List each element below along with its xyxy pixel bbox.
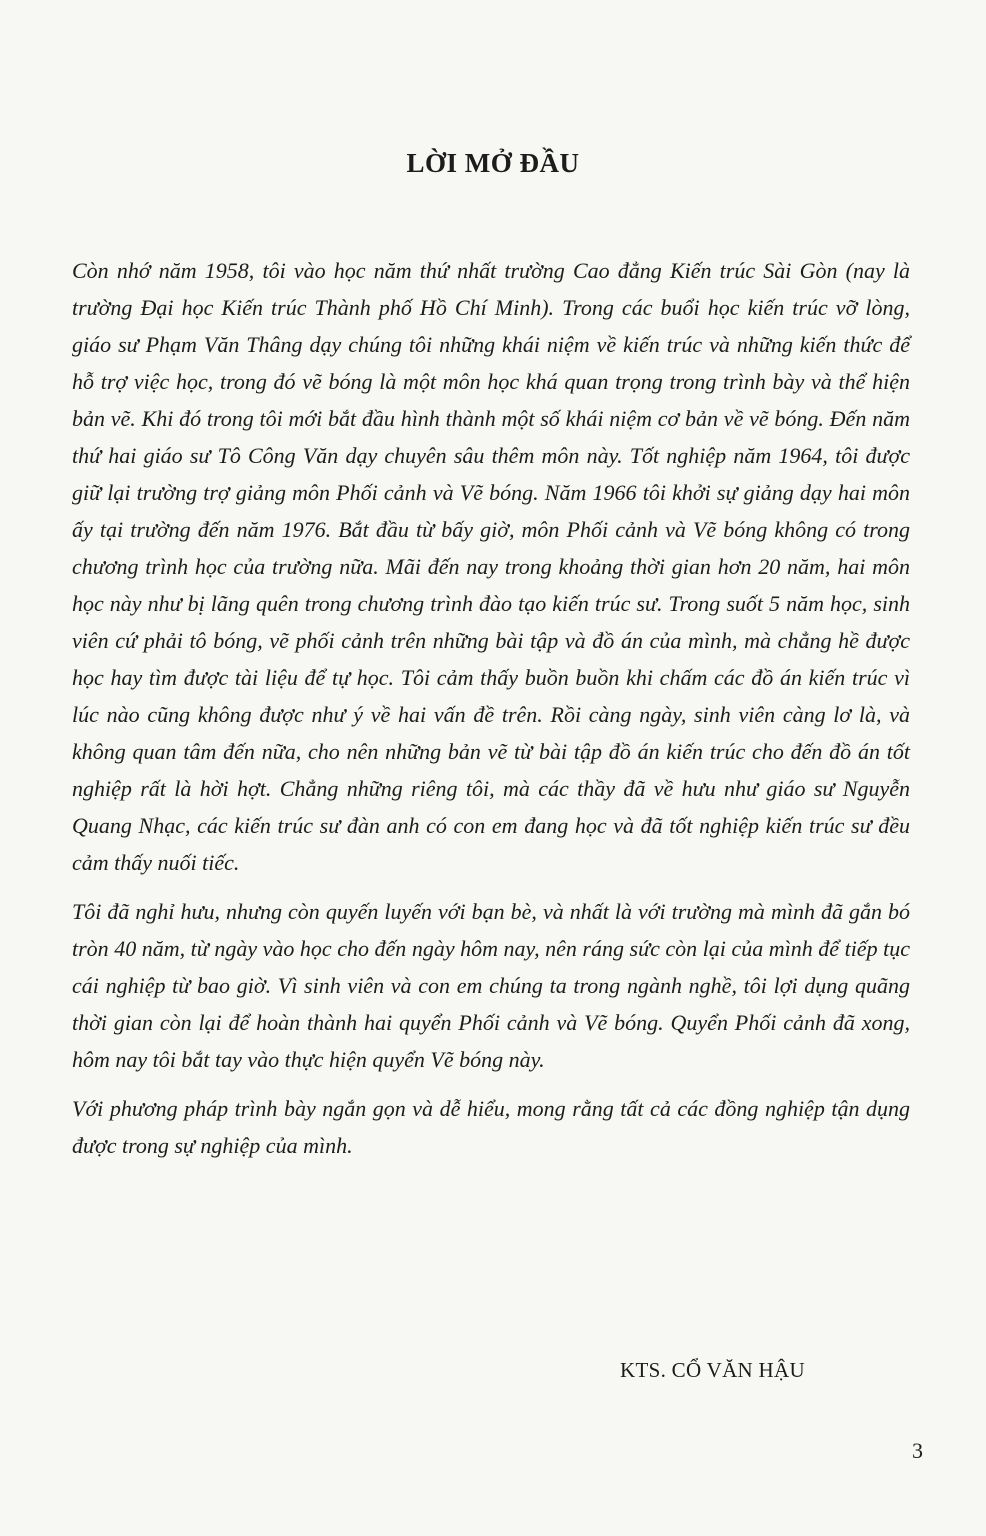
paragraph-2: Tôi đã nghỉ hưu, nhưng còn quyến luyến với bạn bè, và nhất là với trường mà mình đã gắn bó tròn 40 năm, từ ngày vào học cho đến ngày hôm nay, nên ráng sức còn lại của mình để tiếp tục cái nghiệp từ bao giờ. Vì sinh viên và con em chúng ta trong ngành nghề, tôi lợi dụng quãng thời gian còn lại để hoàn thành hai quyển Phối cảnh và Vẽ bóng. Quyển Phối cảnh đã xong, hôm nay tôi bắt tay vào thực hiện quyển Vẽ bóng này. bbox=[72, 899, 910, 1072]
preface-body bbox=[72, 252, 910, 1176]
page-title: LỜI MỞ ĐẦU bbox=[406, 148, 580, 178]
page-number: 3 bbox=[912, 1438, 923, 1463]
paragraph-1: Còn nhớ năm 1958, tôi vào học năm thứ nhất trường Cao đẳng Kiến trúc Sài Gòn (nay là trường Đại học Kiến trúc Thành phố Hồ Chí Minh). Trong các buổi học kiến trúc vỡ lòng, giáo sư Phạm Văn Thâng dạy chúng tôi những khái niệm về kiến trúc và những kiến thức để hỗ trợ việc học, trong đó vẽ bóng là một môn học khá quan trọng trong trình bày và thể hiện bản vẽ. Khi đó trong tôi mới bắt đầu hình thành một số khái niệm cơ bản về vẽ bóng. Đến năm thứ hai giáo sư Tô Công Văn dạy chuyên sâu thêm môn này. Tốt nghiệp năm 1964, tôi được giữ lại trường trợ giảng môn Phối cảnh và Vẽ bóng. Năm 1966 tôi khởi sự giảng dạy hai môn ấy tại trường đến năm 1976. Bắt đầu từ bấy giờ, môn Phối cảnh và Vẽ bóng không có trong chương trình học của trường nữa. Mãi đến nay trong khoảng thời gian hơn 20 năm, hai môn học này như bị lãng quên trong chương trình đào tạo kiến trúc sư. Trong suốt 5 năm học, sinh viên cứ phải tô bóng, vẽ phối cảnh trên những bài tập và đồ án của mình, mà chẳng hề được học hay tìm được tài liệu để tự học. Tôi cảm thấy buồn buồn khi chấm các đồ án kiến trúc vì lúc nào cũng không được như ý về hai vấn đề trên. Rồi càng ngày, sinh viên càng lơ là, và không quan tâm đến nữa, cho nên những bản vẽ từ bài tập đồ án kiến trúc cho đến đồ án tốt nghiệp rất là hời hợt. Chẳng những riêng tôi, mà các thầy đã về hưu như giáo sư Nguyễn Quang Nhạc, các kiến trúc sư đàn anh có con em đang học và đã tốt nghiệp kiến trúc sư đều cảm thấy nuối tiếc. bbox=[72, 258, 910, 875]
author-signature: KTS. CỔ VĂN HẬU bbox=[620, 1358, 805, 1382]
paragraph-3: Với phương pháp trình bày ngắn gọn và dễ hiểu, mong rằng tất cả các đồng nghiệp tận dụng được trong sự nghiệp của mình. bbox=[72, 1096, 910, 1158]
